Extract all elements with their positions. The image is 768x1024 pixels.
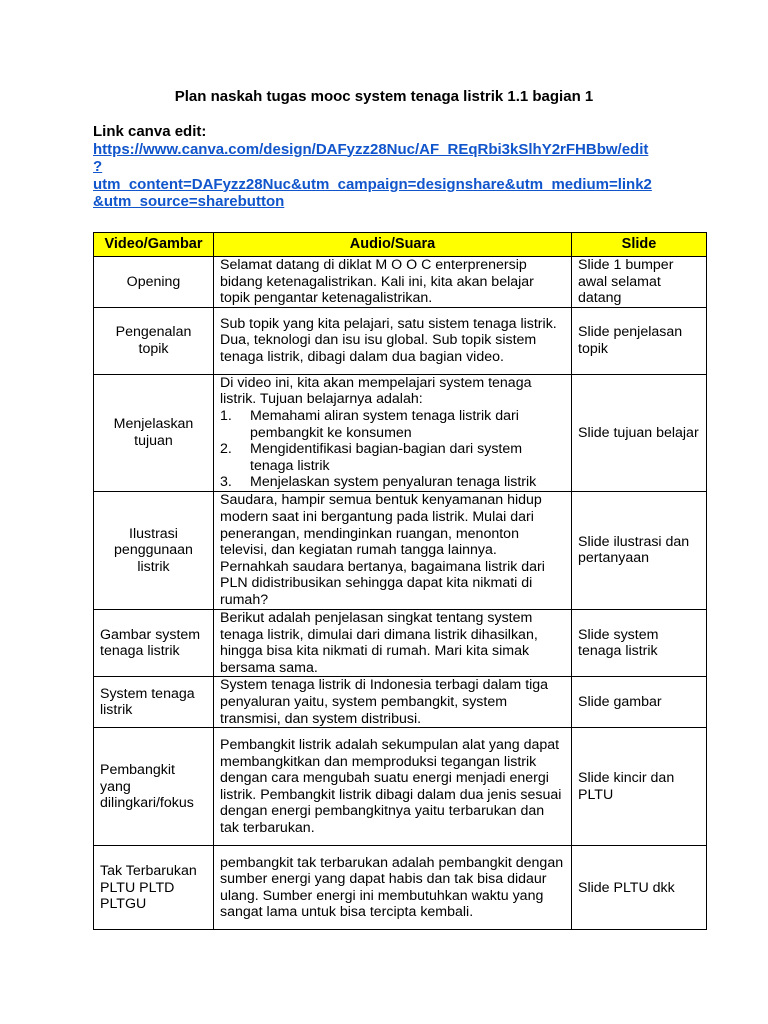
table-row bbox=[94, 677, 707, 728]
cell-video: Menjelaskan tujuan bbox=[94, 374, 214, 491]
list-item-text: Menjelaskan system penyaluran tenaga listrik bbox=[250, 474, 537, 491]
cell-slide: Slide tujuan belajar bbox=[572, 374, 707, 491]
cell-video: Pembangkit yang dilingkari/fokus bbox=[94, 728, 214, 846]
link-url-line: https://www.canva.com/design/DAFyzz28Nuc/AF_REqRbi3kSlhY2rFHBbw/edit bbox=[93, 140, 649, 158]
list-item-text: Memahami aliran system tenaga listrik dari pembangkit ke konsumen bbox=[250, 407, 519, 441]
cell-slide: Slide kincir dan PLTU bbox=[572, 728, 707, 846]
canva-edit-link[interactable] bbox=[93, 141, 693, 211]
link-label: Link canva edit: bbox=[93, 123, 207, 140]
table-row bbox=[94, 374, 707, 491]
cell-slide: Slide ilustrasi dan pertanyaan bbox=[572, 491, 707, 609]
audio-intro: Di video ini, kita akan mempelajari system tenaga listrik. Tujuan belajarnya adalah: bbox=[220, 374, 532, 408]
list-item bbox=[220, 474, 565, 491]
cell-slide: Slide penjelasan topik bbox=[572, 307, 707, 374]
cell-slide: Slide gambar bbox=[572, 677, 707, 728]
table-row bbox=[94, 609, 707, 676]
table-header-row bbox=[94, 233, 707, 257]
cell-slide: Slide PLTU dkk bbox=[572, 846, 707, 930]
table-row bbox=[94, 846, 707, 930]
link-url-line: utm_content=DAFyzz28Nuc&utm_campaign=designshare&utm_medium=link2 bbox=[93, 175, 652, 193]
cell-audio: Berikut adalah penjelasan singkat tentang system tenaga listrik, dimulai dari dimana listrik dihasilkan, hingga bisa kita nikmati di rumah. Mari kita simak bersama sama. bbox=[214, 609, 572, 676]
cell-slide: Slide 1 bumper awal selamat datang bbox=[572, 257, 707, 308]
cell-audio: System tenaga listrik di Indonesia terbagi dalam tiga penyaluran yaitu, system pembangkit, system transmisi, dan system distribusi. bbox=[214, 677, 572, 728]
cell-audio: Pembangkit listrik adalah sekumpulan alat yang dapat membangkitkan dan memproduksi tegangan listrik dengan cara mengubah suatu energi menjadi energi listrik. Pembangkit listrik dibagi dalam dua jenis sesuai dengan energi pembangkitnya yaitu terbarukan dan tak terbarukan. bbox=[214, 728, 572, 846]
table-row bbox=[94, 307, 707, 374]
learning-goals-list bbox=[220, 408, 565, 491]
link-url-line: &utm_source=sharebutton bbox=[93, 193, 285, 210]
cell-video: System tenaga listrik bbox=[94, 677, 214, 728]
table-row bbox=[94, 728, 707, 846]
cell-video: Opening bbox=[94, 257, 214, 308]
cell-video: Tak Terbarukan PLTU PLTD PLTGU bbox=[94, 846, 214, 930]
cell-audio: pembangkit tak terbarukan adalah pembangkit dengan sumber energi yang dapat habis dan tak bisa didaur ulang. Sumber energi ini membutuhkan waktu yang sangat lama untuk bisa tercipta kembali. bbox=[214, 846, 572, 930]
list-item-text: Mengidentifikasi bagian-bagian dari system tenaga listrik bbox=[250, 441, 523, 474]
header-slide: Slide bbox=[572, 233, 707, 257]
table-row bbox=[94, 491, 707, 609]
cell-video: Pengenalan topik bbox=[94, 307, 214, 374]
list-item-number: 2. bbox=[220, 441, 232, 458]
cell-video: Gambar system tenaga listrik bbox=[94, 609, 214, 676]
cell-audio: Saudara, hampir semua bentuk kenyamanan hidup modern saat ini bergantung pada listrik. Mulai dari penerangan, mendinginkan ruangan, menonton televisi, dan kegiatan rumah tangga lainnya. Pernahkah saudara bertanya, bagaimana listrik dari PLN didistribusikan sehingga dapat kita nikmati di rumah? bbox=[214, 491, 572, 609]
script-table bbox=[93, 232, 707, 930]
cell-audio: Sub topik yang kita pelajari, satu sistem tenaga listrik. Dua, teknologi dan isu isu global. Sub topik sistem tenaga listrik, dibagi dalam dua bagian video. bbox=[214, 307, 572, 374]
cell-audio: Selamat datang di diklat M O O C enterprenersip bidang ketenagalistrikan. Kali ini, kita akan belajar topik pengantar ketenagalistrikan. bbox=[214, 257, 572, 308]
link-url-line: ? bbox=[93, 158, 103, 175]
list-item bbox=[220, 408, 565, 441]
list-item-number: 1. bbox=[220, 407, 232, 424]
header-video: Video/Gambar bbox=[94, 233, 214, 257]
cell-slide: Slide system tenaga listrik bbox=[572, 609, 707, 676]
cell-audio bbox=[214, 374, 572, 491]
list-item-number: 3. bbox=[220, 474, 232, 491]
table-row bbox=[94, 257, 707, 308]
canva-link-block bbox=[93, 123, 693, 211]
header-audio: Audio/Suara bbox=[214, 233, 572, 257]
list-item bbox=[220, 441, 565, 474]
cell-video: Ilustrasi penggunaan listrik bbox=[94, 491, 214, 609]
page-title: Plan naskah tugas mooc system tenaga listrik 1.1 bagian 1 bbox=[174, 88, 594, 105]
